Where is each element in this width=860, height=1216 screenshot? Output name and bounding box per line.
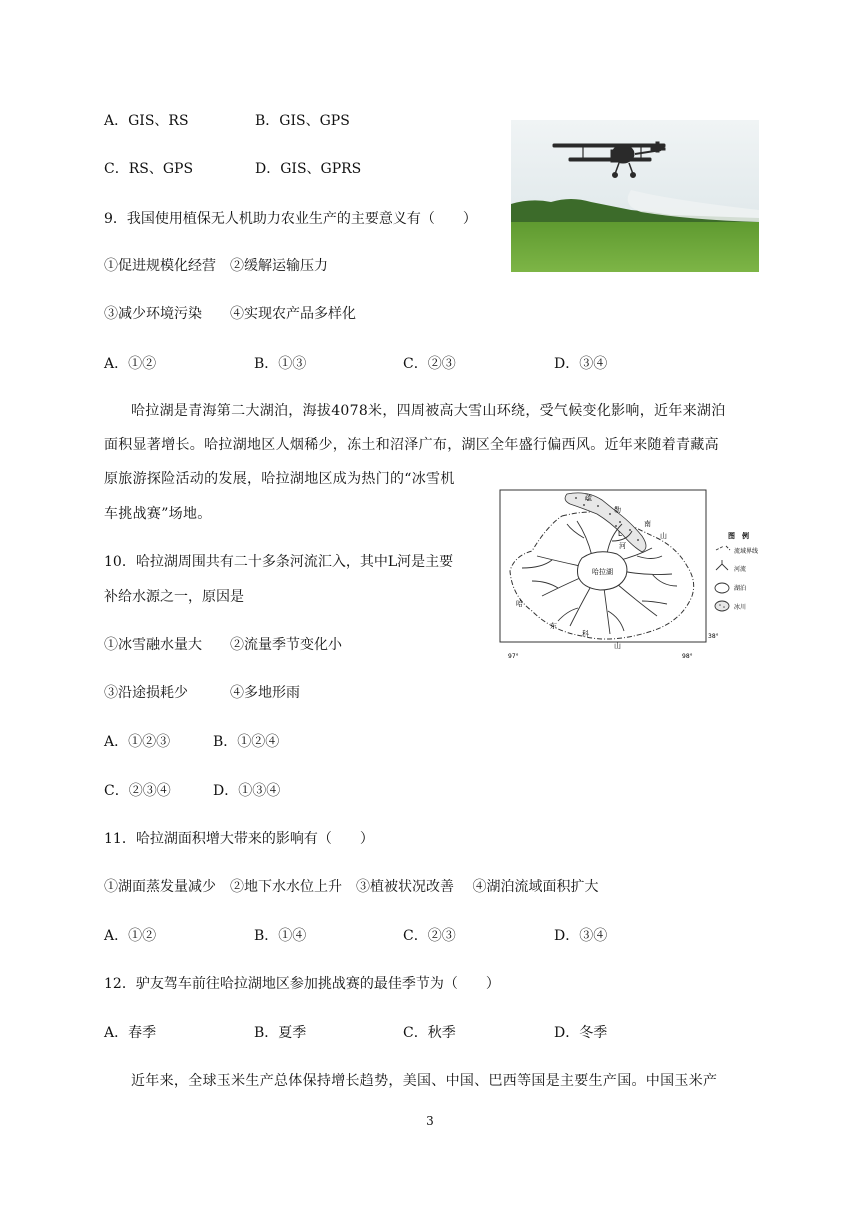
map-lat: 38° — [708, 633, 719, 640]
q10-option-b: B．①②④ — [213, 734, 280, 750]
q9-option-c: C．②③ — [403, 356, 456, 372]
map-label-n1: 疏 — [585, 494, 592, 502]
q9-option-b: B．①③ — [254, 356, 307, 372]
map-label-s3: 山 — [614, 642, 621, 650]
passage2-line-1: 近年来，全球玉米生产总体保持增长趋势，美国、中国、巴西等国是主要生产国。中国玉米产 — [131, 1073, 718, 1089]
q8-option-d: D．GIS、GPRS — [255, 161, 362, 177]
q10-item-line-2: ③沿途损耗少 ④多地形雨 — [104, 685, 300, 701]
passage1-line-2: 面积显著增长。哈拉湖地区人烟稀少，冻土和沼泽广布，湖区全年盛行偏西风。近年来随着青藏高 — [104, 437, 719, 453]
map-lon-left: 97° — [508, 653, 519, 660]
map-label-s1: 东 — [550, 622, 557, 630]
q9-stem: 9．我国使用植保无人机助力农业生产的主要意义有（ ） — [104, 211, 477, 227]
q11-option-d: D．③④ — [554, 928, 608, 944]
q11-items: ①湖面蒸发量减少 ②地下水水位上升 ③植被状况改善 ④湖泊流域面积扩大 — [104, 879, 599, 895]
q10-option-a: A．①②③ — [104, 734, 171, 750]
q9-item-line-2: ③减少环境污染 ④实现农产品多样化 — [104, 306, 356, 322]
q8-option-b: B．GIS、GPS — [255, 113, 350, 129]
map-label-l: L — [618, 530, 622, 538]
q11-option-c: C．②③ — [403, 928, 456, 944]
q9-option-a: A．①② — [104, 356, 157, 372]
page-number: 3 — [426, 1114, 434, 1128]
q12-option-d: D．冬季 — [554, 1025, 608, 1041]
map-legend-river: 河流 — [734, 566, 747, 573]
passage1-line-3: 原旅游探险活动的发展，哈拉湖地区成为热门的“冰雪机 — [104, 471, 455, 487]
map-legend-glacier: 冰川 — [734, 604, 747, 611]
q12-option-c: C．秋季 — [403, 1025, 456, 1041]
map-label-w: 哈 — [516, 600, 523, 608]
hala-lake-map — [492, 486, 792, 664]
passage1-line-4: 车挑战赛”场地。 — [104, 506, 212, 522]
map-lake-label: 哈拉湖 — [592, 568, 613, 576]
q10-stem-line-2: 补给水源之一，原因是 — [104, 589, 244, 605]
q9-option-d: D．③④ — [554, 356, 608, 372]
passage1-line-1: 哈拉湖是青海第二大湖泊，海拔4078米，四周被高大雪山环绕，受气候变化影响，近年来湖泊 — [131, 403, 726, 419]
q12-stem: 12．驴友驾车前往哈拉湖地区参加挑战赛的最佳季节为（ ） — [104, 976, 500, 992]
q12-option-b: B．夏季 — [254, 1025, 307, 1041]
q10-stem-line-1: 10．哈拉湖周围共有二十多条河流汇入，其中L河是主要 — [104, 554, 454, 570]
q11-stem: 11．哈拉湖面积增大带来的影响有（ ） — [104, 831, 374, 847]
q12-option-a: A．春季 — [104, 1025, 157, 1041]
map-lon-right: 98° — [682, 653, 693, 660]
q10-option-d: D．①③④ — [213, 783, 281, 799]
crop-duster-photo — [511, 120, 759, 272]
q11-option-b: B．①④ — [254, 928, 307, 944]
q8-option-c: C．RS、GPS — [104, 161, 194, 177]
q11-option-a: A．①② — [104, 928, 157, 944]
map-label-n3: 南 — [644, 520, 651, 528]
map-label-river: 河 — [619, 542, 626, 550]
map-label-s2: 科 — [582, 630, 589, 638]
map-legend-boundary: 流域界线 — [734, 548, 759, 555]
q8-option-a: A．GIS、RS — [104, 113, 189, 129]
map-label-n4: 山 — [660, 532, 667, 540]
map-legend-title: 图 例 — [728, 532, 749, 540]
map-legend-lake: 湖泊 — [734, 585, 747, 592]
map-label-n2: 勒 — [614, 506, 621, 514]
q10-option-c: C．②③④ — [104, 783, 171, 799]
q10-item-line-1: ①冰雪融水量大 ②流量季节变化小 — [104, 637, 342, 653]
q9-item-line-1: ①促进规模化经营 ②缓解运输压力 — [104, 258, 328, 274]
